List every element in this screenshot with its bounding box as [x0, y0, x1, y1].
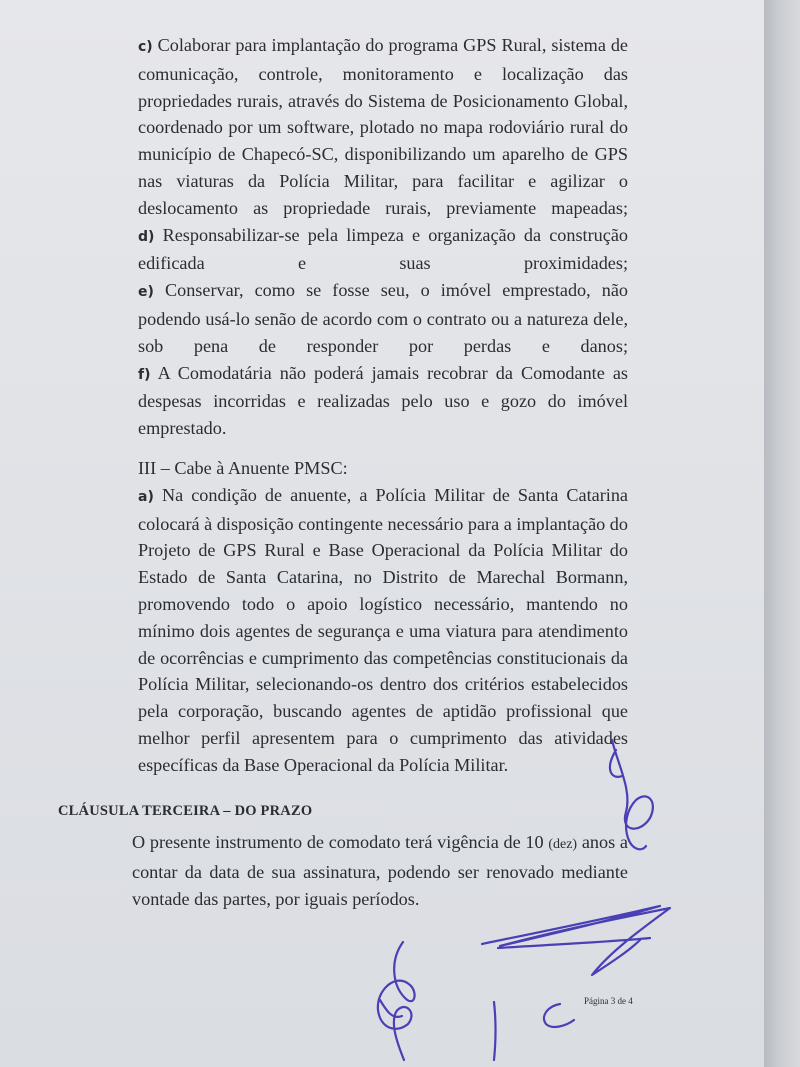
item-c: c) Colaborar para implantação do programa GPS Rural, sistema de comunicação, controle, monitoramento e localização das propriedades rurais, através do Sistema de Posicionamento Global, coordenado por um software, plotado no mapa rodoviário rural do município de Chapecó-SC, disponibilizando um aparelho de GPS nas viaturas da Polícia Militar, para facilitar e agilizar o deslocamento as propriedade rurais, previamente mapeadas; [138, 35, 629, 218]
page-edge [764, 0, 800, 1067]
item-e: e) Conservar, como se fosse seu, o imóvel emprestado, não podendo usá-lo senão de acordo com o contrato ou a natureza dele, sob pena de responder por perdas e danos; [138, 280, 628, 356]
item-d: d) Responsabilizar-se pela limpeza e organização da construção edificada e suas proximidades; [138, 224, 629, 274]
long-signature [482, 906, 670, 975]
clause-heading: CLÁUSULA TERCEIRA – DO PRAZO [58, 803, 313, 819]
margin-initial-signature [610, 740, 653, 849]
clause-body: O presente instrumento de comodato terá vigência de 10 (dez) anos a contar da data de sua assinatura, podendo ser renovado mediante vontade das partes, por iguais períodos. [132, 832, 628, 909]
vertical-stroke [494, 1002, 496, 1060]
left-signature [378, 942, 415, 1060]
section-iii-title: III – Cabe à Anuente PMSC: [138, 458, 348, 478]
initial-c-mark [544, 1004, 574, 1027]
item-f: f) A Comodatária não poderá jamais recobrar da Comodante as despesas incorridas e realizadas pelo uso e gozo do imóvel emprestado. [138, 362, 629, 439]
page-number: Página 3 de 4 [584, 996, 633, 1006]
item-a: a) Na condição de anuente, a Polícia Militar de Santa Catarina colocará à disposição contingente necessário para a implantação do Projeto de GPS Rural e Base Operacional da Polícia Militar do Estado de Santa Catarina, no Distrito de Marechal Bormann, promovendo todo o apoio logístico necessário, mantendo no mínimo dois agentes de segurança e uma viatura para atendimento de ocorrências e cumprimento das competências constitucionais da Polícia Militar, selecionando-os dentro dos critérios estabelecidos pela corporação, buscando agentes de aptidão profissional que melhor perfil apresentem para o cumprimento das atividades específicas da Base Operacional da Polícia Militar. [138, 484, 628, 775]
